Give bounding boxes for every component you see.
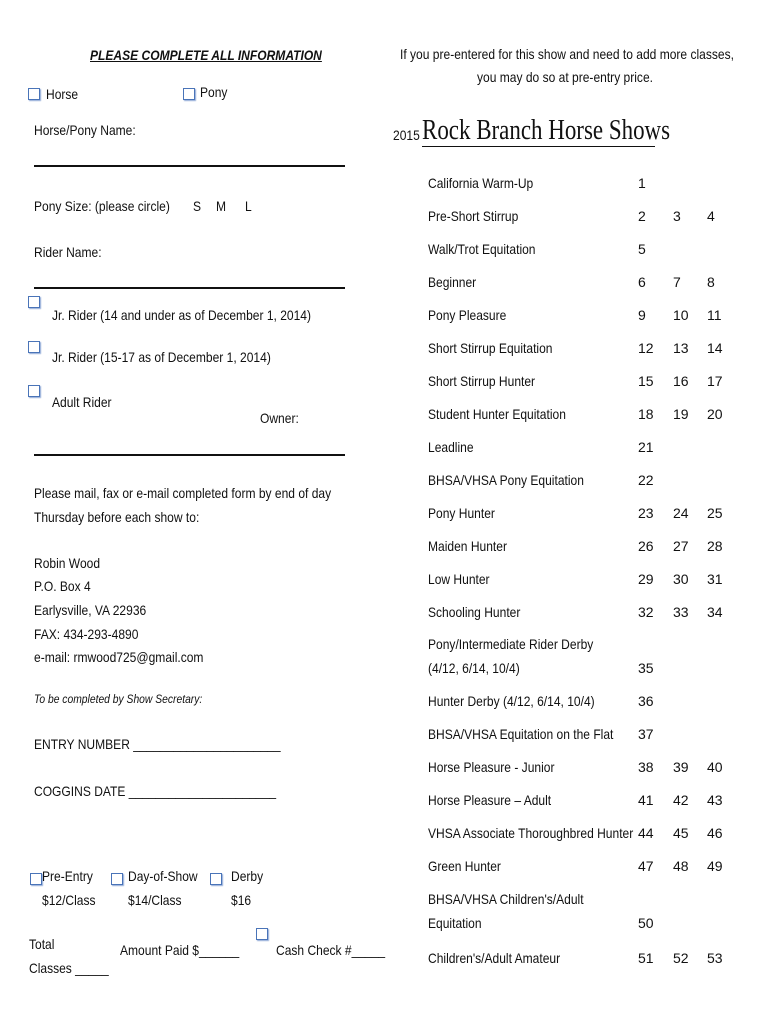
class-number[interactable]: 42 <box>673 792 689 808</box>
class-number[interactable]: 5 <box>638 241 646 257</box>
secretary-note: To be completed by Show Secretary: <box>34 692 203 706</box>
class-name: Pony/Intermediate Rider Derby <box>428 636 594 652</box>
owner-field[interactable] <box>34 454 345 456</box>
class-number[interactable]: 45 <box>673 825 689 841</box>
class-name-continued: Equitation <box>428 915 482 931</box>
rider-name-field[interactable] <box>34 287 345 289</box>
contact-fax: FAX: 434-293-4890 <box>34 626 139 642</box>
total-label: Total <box>29 936 55 952</box>
jr-rider-14-checkbox[interactable] <box>28 296 40 308</box>
class-number[interactable]: 41 <box>638 792 654 808</box>
class-number[interactable]: 20 <box>707 406 723 422</box>
class-number[interactable]: 36 <box>638 693 654 709</box>
contact-po-box: P.O. Box 4 <box>34 578 91 594</box>
class-name-continued: (4/12, 6/14, 10/4) <box>428 660 520 676</box>
class-name: Children's/Adult Amateur <box>428 950 561 966</box>
class-name: Pony Pleasure <box>428 307 507 323</box>
class-number[interactable]: 46 <box>707 825 723 841</box>
jr-rider-15-17-checkbox[interactable] <box>28 341 40 353</box>
coggins-date-field[interactable]: COGGINS DATE ______________________ <box>34 783 277 799</box>
show-title: Rock Branch Horse Shows <box>422 115 671 146</box>
contact-name: Robin Wood <box>34 555 101 571</box>
class-name: Short Stirrup Equitation <box>428 340 553 356</box>
mail-instructions-line2: Thursday before each show to: <box>34 509 200 525</box>
class-number[interactable]: 17 <box>707 373 723 389</box>
pre-entry-checkbox[interactable] <box>30 873 42 885</box>
class-number[interactable]: 11 <box>707 307 722 323</box>
class-number[interactable]: 25 <box>707 505 723 521</box>
adult-rider-checkbox[interactable] <box>28 385 40 397</box>
pre-entry-label: Pre-Entry <box>42 868 93 884</box>
class-name: Student Hunter Equitation <box>428 406 566 422</box>
class-number[interactable]: 27 <box>673 538 689 554</box>
rider-name-label: Rider Name: <box>34 244 102 260</box>
class-number[interactable]: 53 <box>707 950 723 966</box>
mail-instructions-line1: Please mail, fax or e-mail completed form by end of day <box>34 485 332 501</box>
size-s[interactable]: S <box>193 198 202 214</box>
class-name: Schooling Hunter <box>428 604 521 620</box>
pre-entry-note-line2: you may do so at pre-entry price. <box>477 69 654 85</box>
derby-checkbox[interactable] <box>210 873 222 885</box>
title-underline <box>422 146 655 147</box>
class-number[interactable]: 52 <box>673 950 689 966</box>
derby-label: Derby <box>231 868 264 884</box>
pony-size-label: Pony Size: (please circle) <box>34 198 170 214</box>
contact-city: Earlysville, VA 22936 <box>34 602 147 618</box>
class-name: Beginner <box>428 274 477 290</box>
pre-entry-note-line1: If you pre-entered for this show and need to add more classes, <box>400 46 734 62</box>
class-number[interactable]: 35 <box>638 660 654 676</box>
class-number[interactable]: 21 <box>638 439 654 455</box>
class-number[interactable]: 30 <box>673 571 689 587</box>
class-name: BHSA/VHSA Children's/Adult <box>428 891 584 907</box>
class-number[interactable]: 2 <box>638 208 646 224</box>
class-number[interactable]: 48 <box>673 858 689 874</box>
class-number[interactable]: 14 <box>707 340 723 356</box>
class-number[interactable]: 12 <box>638 340 654 356</box>
class-number[interactable]: 47 <box>638 858 654 874</box>
form-header: PLEASE COMPLETE ALL INFORMATION <box>90 47 322 63</box>
class-name: Short Stirrup Hunter <box>428 373 536 389</box>
class-name: Green Hunter <box>428 858 501 874</box>
pre-entry-price: $12/Class <box>42 892 96 908</box>
class-number[interactable]: 4 <box>707 208 715 224</box>
class-number[interactable]: 19 <box>673 406 689 422</box>
class-number[interactable]: 31 <box>707 571 723 587</box>
class-number[interactable]: 9 <box>638 307 646 323</box>
entry-number-field[interactable]: ENTRY NUMBER ______________________ <box>34 736 281 752</box>
class-name: Pony Hunter <box>428 505 495 521</box>
derby-price: $16 <box>231 892 252 908</box>
horse-pony-name-label: Horse/Pony Name: <box>34 122 136 138</box>
class-number[interactable]: 37 <box>638 726 654 742</box>
show-year: 2015 <box>393 127 420 143</box>
owner-label: Owner: <box>260 410 299 426</box>
class-number[interactable]: 39 <box>673 759 689 775</box>
size-m[interactable]: M <box>216 198 227 214</box>
class-number[interactable]: 13 <box>673 340 689 356</box>
pony-checkbox[interactable] <box>183 88 195 100</box>
jr-rider-15-17-label: Jr. Rider (15-17 as of December 1, 2014) <box>52 349 271 365</box>
class-name: Horse Pleasure – Adult <box>428 792 552 808</box>
class-number[interactable]: 33 <box>673 604 689 620</box>
class-number[interactable]: 3 <box>673 208 681 224</box>
class-name: VHSA Associate Thoroughbred Hunter <box>428 825 634 841</box>
class-number[interactable]: 32 <box>638 604 654 620</box>
cash-check-checkbox[interactable] <box>256 928 268 940</box>
horse-pony-name-field[interactable] <box>34 165 345 167</box>
class-number[interactable]: 7 <box>673 274 681 290</box>
class-number[interactable]: 18 <box>638 406 654 422</box>
class-number[interactable]: 51 <box>638 950 654 966</box>
day-of-show-label: Day-of-Show <box>128 868 198 884</box>
class-name: Low Hunter <box>428 571 490 587</box>
class-name: California Warm-Up <box>428 175 534 191</box>
class-number[interactable]: 50 <box>638 915 654 931</box>
class-number[interactable]: 15 <box>638 373 654 389</box>
class-name: BHSA/VHSA Equitation on the Flat <box>428 726 614 742</box>
class-number[interactable]: 24 <box>673 505 689 521</box>
cash-check-field[interactable]: Cash Check #_____ <box>276 942 386 958</box>
class-name: Leadline <box>428 439 474 455</box>
class-name: Hunter Derby (4/12, 6/14, 10/4) <box>428 693 595 709</box>
class-name: BHSA/VHSA Pony Equitation <box>428 472 584 488</box>
jr-rider-14-label: Jr. Rider (14 and under as of December 1, 2014) <box>52 307 312 323</box>
class-number[interactable]: 38 <box>638 759 654 775</box>
total-classes-field[interactable]: Classes _____ <box>29 960 109 976</box>
day-of-show-checkbox[interactable] <box>111 873 123 885</box>
class-name: Horse Pleasure - Junior <box>428 759 555 775</box>
class-number[interactable]: 29 <box>638 571 654 587</box>
class-number[interactable]: 40 <box>707 759 723 775</box>
class-name: Pre-Short Stirrup <box>428 208 519 224</box>
contact-email: e-mail: rmwood725@gmail.com <box>34 649 204 665</box>
class-number[interactable]: 49 <box>707 858 723 874</box>
class-number[interactable]: 26 <box>638 538 654 554</box>
class-number[interactable]: 10 <box>673 307 689 323</box>
class-name: Maiden Hunter <box>428 538 507 554</box>
class-number[interactable]: 23 <box>638 505 654 521</box>
class-number[interactable]: 8 <box>707 274 715 290</box>
class-number[interactable]: 43 <box>707 792 723 808</box>
pony-label: Pony <box>200 84 228 100</box>
class-name: Walk/Trot Equitation <box>428 241 536 257</box>
class-number[interactable]: 22 <box>638 472 654 488</box>
horse-label: Horse <box>46 86 79 102</box>
class-number[interactable]: 6 <box>638 274 646 290</box>
horse-checkbox[interactable] <box>28 88 40 100</box>
day-of-show-price: $14/Class <box>128 892 182 908</box>
adult-rider-label: Adult Rider <box>52 394 112 410</box>
class-number[interactable]: 1 <box>638 175 646 191</box>
size-l[interactable]: L <box>245 198 252 214</box>
amount-paid-field[interactable]: Amount Paid $______ <box>120 942 240 958</box>
class-number[interactable]: 16 <box>673 373 689 389</box>
class-number[interactable]: 34 <box>707 604 723 620</box>
class-number[interactable]: 44 <box>638 825 654 841</box>
class-number[interactable]: 28 <box>707 538 723 554</box>
